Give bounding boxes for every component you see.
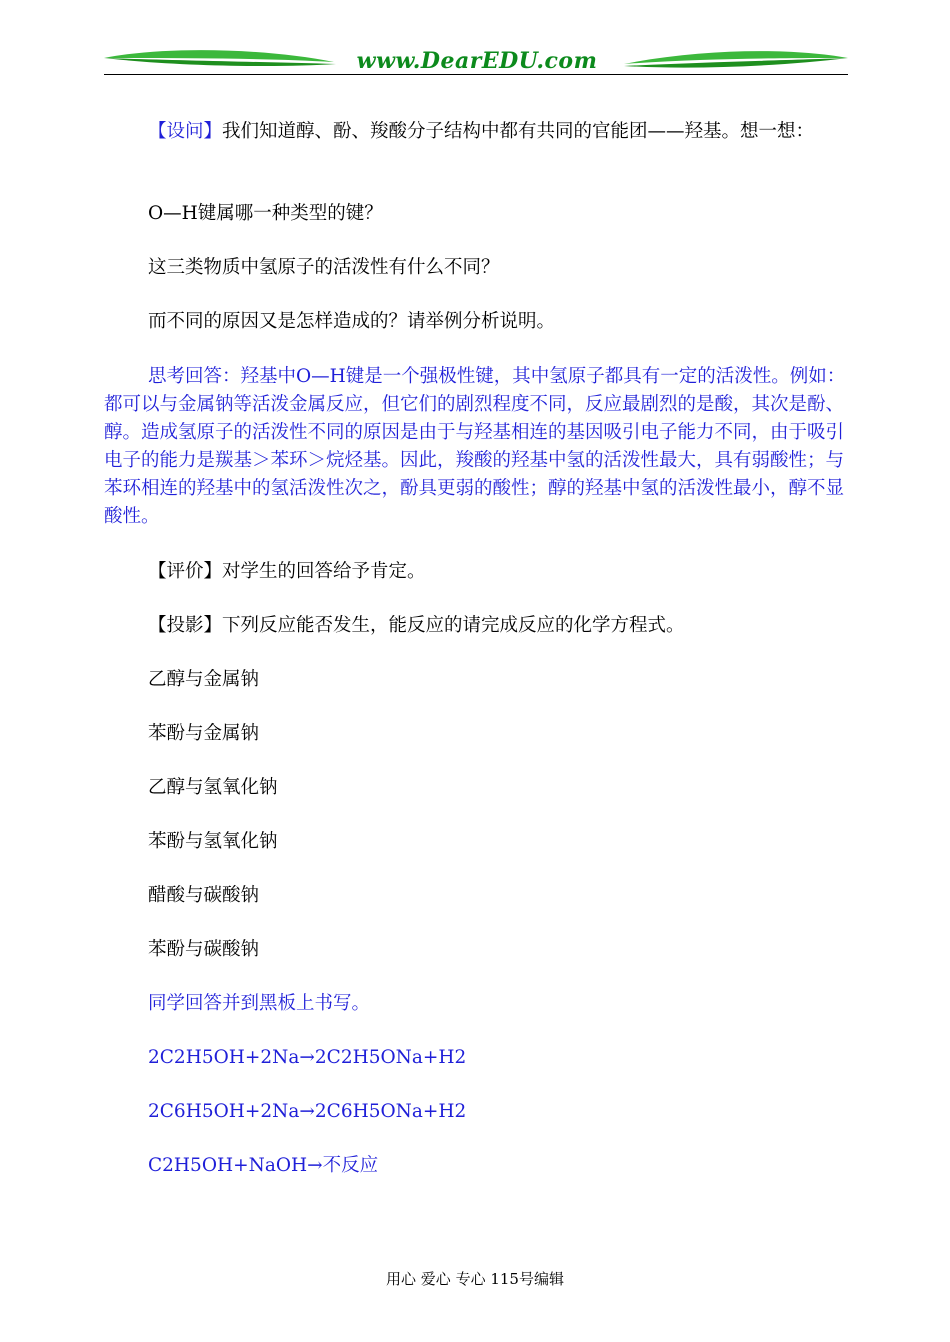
question-item-1: O—H键属哪一种类型的键？ [148,203,383,224]
site-url: www.DearEDU.com [356,48,598,74]
page-footer: 用心 爱心 专心 115号编辑 [386,1270,564,1288]
equation-1: 2C2H5OH+2Na→2C2H5ONa+H2 [148,1047,467,1068]
equation-2: 2C6H5OH+2Na→2C6H5ONa+H2 [148,1101,467,1122]
equation-3: C2H5OH+NaOH→不反应 [148,1155,379,1176]
evaluation-text: 对学生的回答给予肯定。 [222,561,426,582]
header-rule [104,74,848,75]
reaction-item-4: 苯酚与氢氧化钠 [148,831,278,852]
question-tag: 【设问】 [148,121,223,142]
reaction-item-2: 苯酚与金属钠 [148,723,260,744]
site-header [104,44,848,78]
reaction-item-3: 乙醇与氢氧化钠 [148,777,278,798]
reaction-item-6: 苯酚与碳酸钠 [148,939,260,960]
projection-tag: 【投影】 [148,615,223,636]
answer-paragraph: 思考回答：羟基中O—H键是一个强极性键，其中氢原子都具有一定的活泼性。例如：都可以与金属钠等活泼金属反应，但它们的剧烈程度不同，反应最剧烈的是酸，其次是酚、醇。造成氢原子的活泼性不同的原因是由于与羟基相连的基因吸引电子能力不同，由于吸引电子的能力是羰基＞苯环＞烷烃基。因此，羧酸的羟基中氢的活泼性最大，具有弱酸性；与苯环相连的羟基中的氢活泼性次之，酚具更弱的酸性；醇的羟基中氢的活泼性最小，醇不显酸性。 [104,366,846,527]
question-item-3: 而不同的原因又是怎样造成的？请举例分析说明。 [148,311,556,332]
reaction-item-5: 醋酸与碳酸钠 [148,885,260,906]
evaluation-tag: 【评价】 [148,561,223,582]
reaction-item-1: 乙醇与金属钠 [148,669,260,690]
question-text: 我们知道醇、酚、羧酸分子结构中都有共同的官能团——羟基。想一想： [222,121,815,142]
question-item-2: 这三类物质中氢原子的活泼性有什么不同？ [148,257,500,278]
question-paragraph [104,118,849,146]
projection-paragraph [104,612,849,640]
evaluation-paragraph [104,558,849,586]
student-note: 同学回答并到黑板上书写。 [148,993,371,1014]
projection-text: 下列反应能否发生，能反应的请完成反应的化学方程式。 [222,615,685,636]
